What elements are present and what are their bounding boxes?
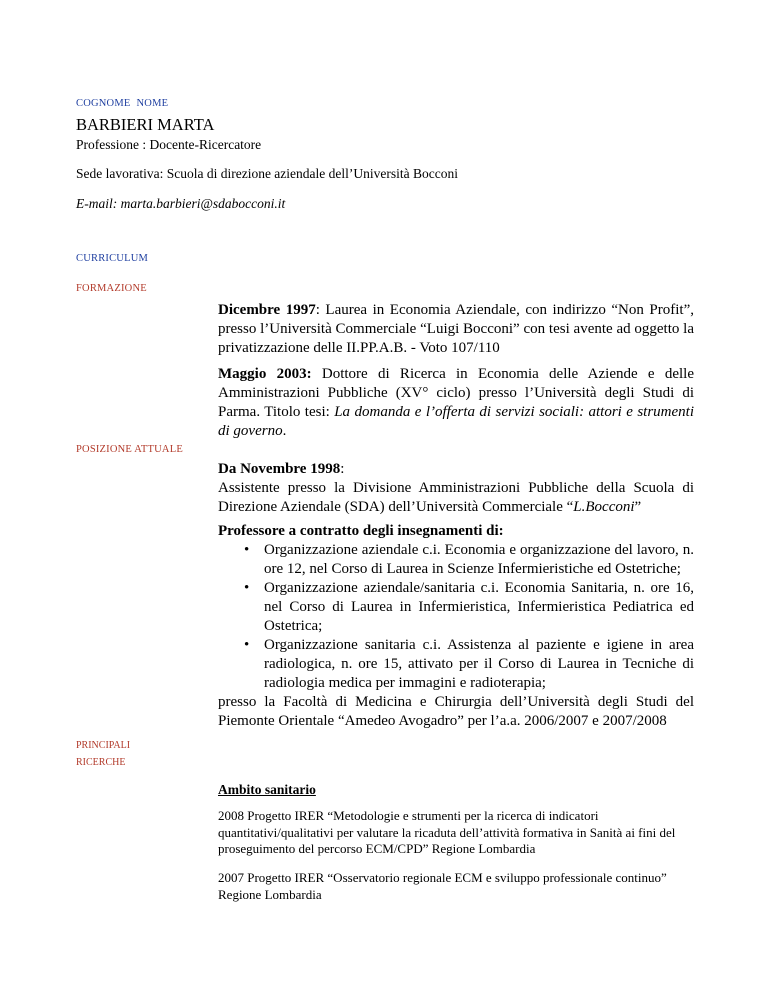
ricerche-section-label: [76, 737, 130, 771]
list-item: • Organizzazione aziendale c.i. Economia e organizzazione del lavoro, n. ore 12, nel Corso di Laurea in Scienze Infermieristiche ed Ostetriche;: [264, 541, 694, 579]
formazione-entry-1: [218, 301, 694, 358]
formazione-date-2: Maggio 2003:: [218, 366, 312, 382]
curriculum-section-label: CURRICULUM: [76, 253, 149, 264]
workplace: Sede lavorativa: Scuola di direzione aziendale dell’Università Bocconi: [76, 166, 458, 181]
formazione-text-1: : Laurea in Economia Aziendale, con indirizzo “Non Profit”, presso l’Università Commerciale “Luigi Bocconi” con tesi avente ad oggetto la privatizzazione delle II.PP.A.B. - Voto 107/110: [218, 302, 694, 356]
research-item-1: 2008 Progetto IRER “Metodologie e strumenti per la ricerca di indicatori quantitativi/qualitativi per valutare la ricaduta dell’attività formativa in Sanità ai fini del proseguimento del percorso ECM/CPD” Regione Lombardia: [218, 808, 676, 856]
ricerche-heading: Ambito sanitario: [218, 782, 316, 797]
formazione-section-label: FORMAZIONE: [76, 283, 147, 294]
formazione-end-2: .: [282, 423, 287, 439]
posizione-entry-1: [218, 460, 694, 517]
surname-label: COGNOME: [76, 98, 131, 109]
ricerche-label-line1: PRINCIPALI: [76, 740, 131, 751]
posizione-entry-2: [218, 522, 694, 731]
profession: Professione : Docente-Ricercatore: [76, 137, 262, 152]
posizione-text-italic: L.Bocconi: [573, 499, 635, 515]
name-field-label: [76, 98, 168, 109]
ricerche-label-line2: RICERCHE: [76, 757, 126, 768]
posizione-text: Assistente presso la Divisione Amministrazioni Pubbliche della Scuola di Direzione Aziendale (SDA) dell’Università Commerciale “: [218, 480, 694, 515]
posizione-section-label: POSIZIONE ATTUALE: [76, 444, 183, 455]
posizione-closing: presso la Facoltà di Medicina e Chirurgia dell’Università degli Studi del Piemonte Orientale “Amedeo Avogadro” per l’a.a. 2006/2007 e 2007/2008: [218, 694, 694, 729]
firstname-label: NOME: [136, 98, 169, 109]
formazione-date-1: Dicembre 1997: [218, 302, 316, 318]
list-item: • Organizzazione aziendale/sanitaria c.i. Economia Sanitaria, n. ore 16, nel Corso di Laurea in Infermieristica, Infermieristica Pediatrica ed Ostetrica;: [264, 579, 694, 636]
posizione-text-end: ”: [634, 499, 642, 515]
contract-heading: Professore a contratto degli insegnamenti di:: [218, 523, 504, 539]
posizione-date: Da Novembre 1998: [218, 461, 341, 477]
posizione-date-suffix: :: [340, 461, 345, 477]
thesis-title: La domanda e l’offerta di servizi sociali: attori e strumenti di governo: [218, 404, 695, 439]
email: E-mail: marta.barbieri@sdabocconi.it: [76, 196, 286, 211]
list-item: • Organizzazione sanitaria c.i. Assistenza al paziente e igiene in area radiologica, n. ore 15, attivato per il Corso di Laurea in Tecniche di radiologia medica per immagini e radioterapia;: [264, 636, 694, 693]
formazione-entry-2: [218, 365, 694, 441]
formazione-text-2: Dottore di Ricerca in Economia delle Aziende e delle Amministrazioni Pubbliche (XV° ciclo) presso l’Università degli Studi di Parma. Titolo tesi:: [218, 366, 694, 420]
full-name: BARBIERI MARTA: [76, 115, 215, 134]
research-item-2: 2007 Progetto IRER “Osservatorio regionale ECM e sviluppo professionale continuo” Regione Lombardia: [218, 870, 667, 902]
courses-list: [218, 541, 694, 693]
